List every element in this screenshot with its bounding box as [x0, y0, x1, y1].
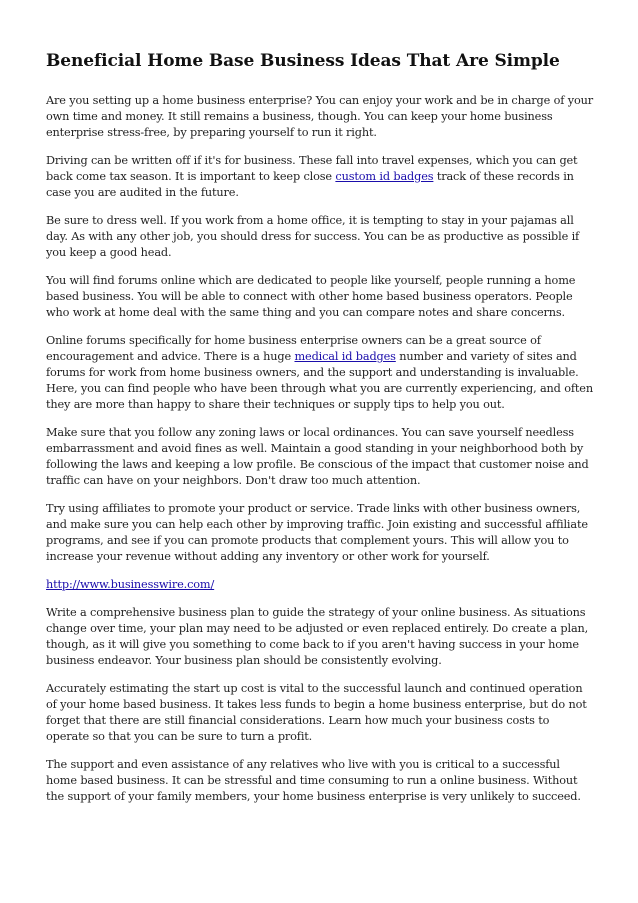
paragraph-text: track of these records in case you are audited in the future. [46, 170, 574, 199]
paragraph-url [46, 577, 594, 593]
paragraph-forums: You will find forums online which are dedicated to people like yourself, people running a home based business. You will be able to connect with other home based business operators. People who work at home deal with the same thing and you can compare notes and share concerns. [46, 274, 576, 319]
paragraph-online-forums [46, 333, 594, 413]
paragraph-text: Online forums specifically for home business enterprise owners can be a great source of encouragement and advice. There is a huge [46, 334, 541, 363]
paragraph-zoning: Make sure that you follow any zoning laws or local ordinances. You can save yourself needless embarrassment and avoid fines as well. Maintain a good standing in your neighborhood both by following the laws and keeping a low profile. Be conscious of the impact that customer noise and traffic can have on your neighbors. Don't draw too much attention. [46, 426, 589, 487]
paragraph-affiliates: Try using affiliates to promote your product or service. Trade links with other business owners, and make sure you can help each other by improving traffic. Join existing and successful affiliate programs, and see if you can promote products that complement yours. This will allow you to increase your revenue without adding any inventory or other work for yourself. [46, 502, 588, 563]
paragraph-text: number and variety of sites and forums for work from home business owners, and the support and understanding is invaluable. Here, you can find people who have been through what you are currently experiencing, and often they are more than happy to share their techniques or supply tips to help you out. [46, 350, 593, 411]
page-title: Beneficial Home Base Business Ideas That Are Simple [46, 51, 560, 71]
businesswire-link[interactable]: http://www.businesswire.com/ [46, 578, 215, 591]
paragraph-startup-cost: Accurately estimating the start up cost is vital to the successful launch and continued operation of your home based business. It takes less funds to begin a home business enterprise, but do not forget that there are still financial considerations. Learn how much your business costs to operate so that you can be sure to turn a profit. [46, 682, 587, 743]
paragraph-dress: Be sure to dress well. If you work from a home office, it is tempting to stay in your pajamas all day. As with any other job, you should dress for success. You can be as productive as possible if you keep a good head. [46, 214, 580, 259]
custom-id-badges-link[interactable]: custom id badges [335, 170, 434, 183]
medical-id-badges-link[interactable]: medical id badges [294, 350, 396, 363]
paragraph-family-support: The support and even assistance of any relatives who live with you is critical to a successful home based business. It can be stressful and time consuming to run a online business. Without the support of your family members, your home business enterprise is very unlikely to succeed. [46, 758, 581, 803]
paragraph-business-plan: Write a comprehensive business plan to guide the strategy of your online business. As situations change over time, your plan may need to be adjusted or even replaced entirely. Do create a plan, though, as it will give you something to come back to if you aren't having success in your home business endeavor. Your business plan should be consistently evolving. [46, 606, 589, 667]
paragraph-intro: Are you setting up a home business enterprise? You can enjoy your work and be in charge of your own time and money. It still remains a business, though. You can keep your home business enterprise stress-free, by preparing yourself to run it right. [46, 94, 593, 139]
paragraph-text: Driving can be written off if it's for business. These fall into travel expenses, which you can get back come tax season. It is important to keep close [46, 154, 578, 183]
paragraph-driving [46, 153, 594, 201]
document-page [46, 50, 594, 817]
